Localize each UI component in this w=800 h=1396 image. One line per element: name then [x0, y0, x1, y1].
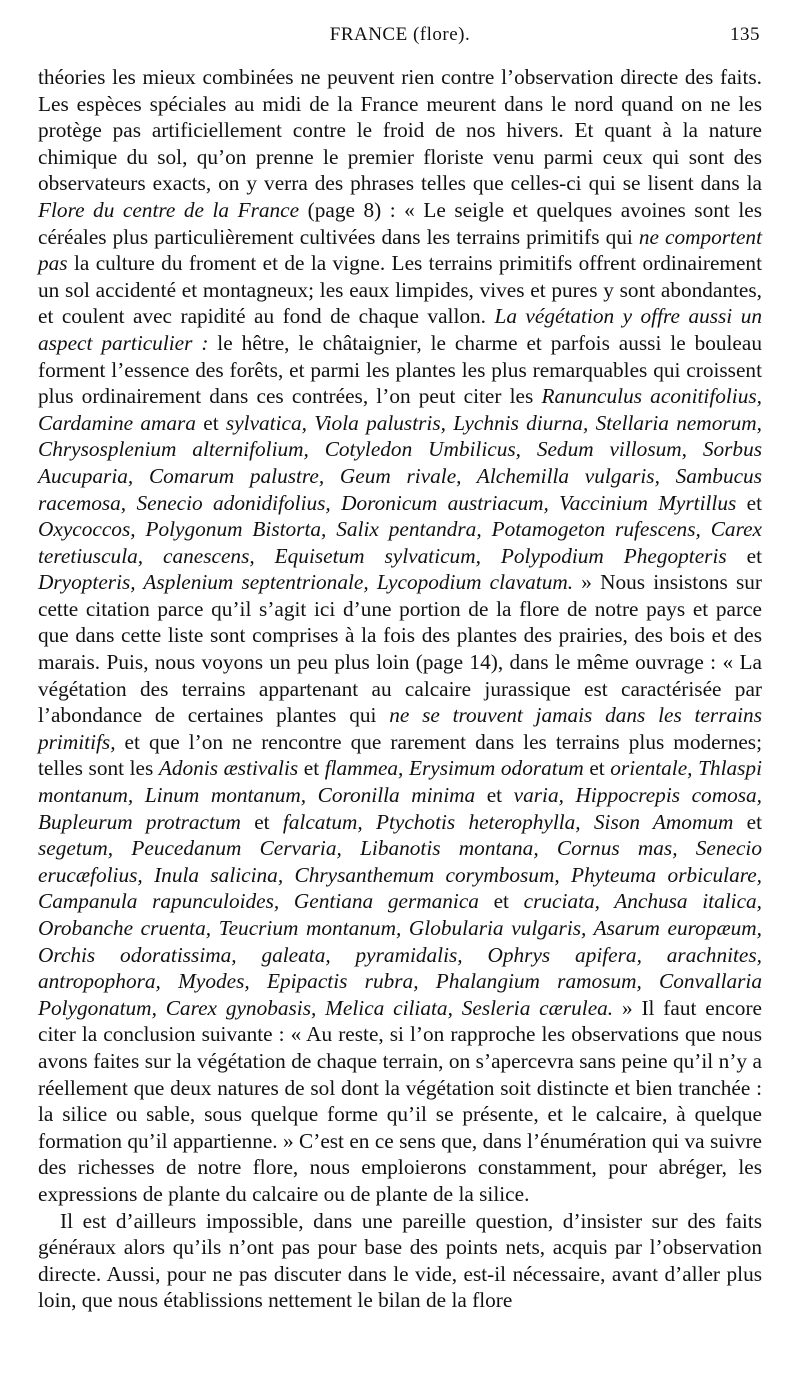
running-title: FRANCE (flore).	[329, 24, 471, 45]
italic-text: Adonis æstivalis	[158, 756, 299, 781]
text-run: et	[726, 543, 762, 568]
italic-text: varia, Hippocrepis comosa, Bupleurum protractum	[38, 783, 762, 834]
italic-text: segetum, Peucedanum Cervaria, Libanotis montana, Cornus mas, Senecio erucæfolius, Inula salicina, Chrysanthemum corymbosum, Phyteuma orbiculare, Campanula rapunculoides, Gentiana germanica	[38, 836, 762, 914]
body-text	[38, 64, 762, 1314]
text-run: et	[298, 756, 325, 781]
page-number: 135	[730, 24, 760, 45]
italic-text: flammea, Erysimum odoratum	[324, 756, 584, 781]
text-run: » Il faut encore citer la conclusion suivante : « Au reste, si l’on rapproche les observations que nous avons faites sur la végétation de chaque terrain, on s’apercevra sans peine qu’il n’y a réellement que deux natures de sol dont la végétation soit distincte et bien tranchée : la silice ou sable, sous quelque forme qu’il se présente, et le calcaire, à quelque formation qu’il appartienne. » C’est en ce sens que, dans l’énumération qui va suivre des richesses de notre flore, nous emploierons constamment, pour abréger, les expressions de plante du calcaire ou de plante de la silice.	[38, 995, 762, 1206]
text-run: et	[195, 410, 226, 435]
italic-text: sylvatica, Viola palustris, Lychnis diurna, Stellaria nemorum, Chrysosplenium alternifolium, Cotyledon Umbilicus, Sedum villosum, Sorbus Aucuparia, Comarum palustre, Geum rivale, Alchemilla vulgaris, Sambucus racemosa, Senecio adonidifolius, Doronicum austriacum, Vaccinium Myrtillus	[38, 410, 762, 515]
italic-text: Flore du centre de la France	[38, 197, 300, 222]
text-run: et	[736, 490, 762, 515]
italic-text: Dryopteris, Asplenium septentrionale, Lycopodium clavatum.	[38, 570, 574, 595]
text-run: et	[733, 809, 762, 834]
italic-text: Ranunculus aconitifolius, Cardamine amara	[38, 384, 762, 435]
text-run: théories les mieux combinées ne peuvent rien contre l’observation directe des faits. Les espèces spéciales au midi de la France meurent dans le nord quand on ne les protège pas artificiellement contre le froid de nos hivers. Et quant à la nature chimique du sol, qu’on prenne le premier floriste venu parmi ceux qui sont des observateurs exacts, on y verra des phrases telles que celles-ci qui se lisent dans la	[38, 65, 762, 196]
italic-text: ne comportent pas	[38, 224, 762, 276]
paragraph	[38, 64, 762, 1208]
italic-text: orientale, Thlaspi montanum, Linum montanum, Coronilla minima	[38, 756, 762, 808]
text-run: Il est d’ailleurs impossible, dans une pareille question, d’insister sur des faits généraux alors qu’ils n’ont pas pour base des points nets, acquis par l’observation directe. Aussi, pour ne pas discuter dans le vide, est-il nécessaire, avant d’aller plus loin, que nous établissions nettement le bilan de la flore	[38, 1208, 762, 1313]
text-run: la culture du froment et de la vigne. Les terrains primitifs offrent ordinairement un sol accidenté et montagneux; les eaux limpides, vives et pures y sont abondantes, et coulent avec rapidité au fond de chaque vallon.	[38, 251, 762, 329]
paragraph	[38, 1208, 762, 1314]
italic-text: La végétation y offre aussi un aspect particulier :	[38, 304, 762, 355]
text-run: » Nous insistons sur cette citation parce qu’il s’agit ici d’une portion de la flore de notre pays et parce que dans cette liste sont comprises à la fois des plantes des prairies, des bois et des marais. Puis, nous voyons un peu plus loin (page 14), dans le même ouvrage : « La végétation des terrains appartenant au calcaire jurassique est caractérisée par l’abondance de certaines plantes qui	[38, 570, 763, 728]
text-run: et que l’on ne rencontre que rarement dans les terrains plus modernes; telles sont les	[38, 729, 762, 781]
italic-text: ne se trouvent jamais dans les terrains primitifs,	[38, 703, 762, 754]
text-run: (page 8) : « Le seigle et quelques avoines sont les céréales plus particulièrement cultivées dans les terrains primitifs qui	[38, 197, 763, 249]
text-run: et	[240, 809, 283, 834]
text-run: le hêtre, le châtaignier, le charme et parfois aussi le bouleau forment l’essence des forêts, et parmi les plantes les plus remarquables qui croissent plus ordinairement dans ces contrées, l’on peut citer les	[38, 330, 762, 409]
text-run: et	[478, 889, 524, 914]
italic-text: falcatum, Ptychotis heterophylla, Sison Amomum	[282, 809, 734, 834]
page-header	[38, 24, 762, 64]
text-run: et	[583, 756, 611, 781]
text-run: et	[475, 783, 514, 808]
italic-text: cruciata, Anchusa italica, Orobanche cruenta, Teucrium montanum, Globularia vulgaris, Asarum europæum, Orchis odoratissima, galeata, pyramidalis, Ophrys apifera, arachnites, antropophora, Myodes, Epipactis rubra, Phalangium ramosum, Convallaria Polygonatum, Carex gynobasis, Melica ciliata, Sesleria cærulea.	[38, 889, 762, 1020]
italic-text: Oxycoccos, Polygonum Bistorta, Salix pentandra, Potamogeton rufescens, Carex teretiuscula, canescens, Equisetum sylvaticum, Polypodium Phegopteris	[38, 517, 762, 568]
